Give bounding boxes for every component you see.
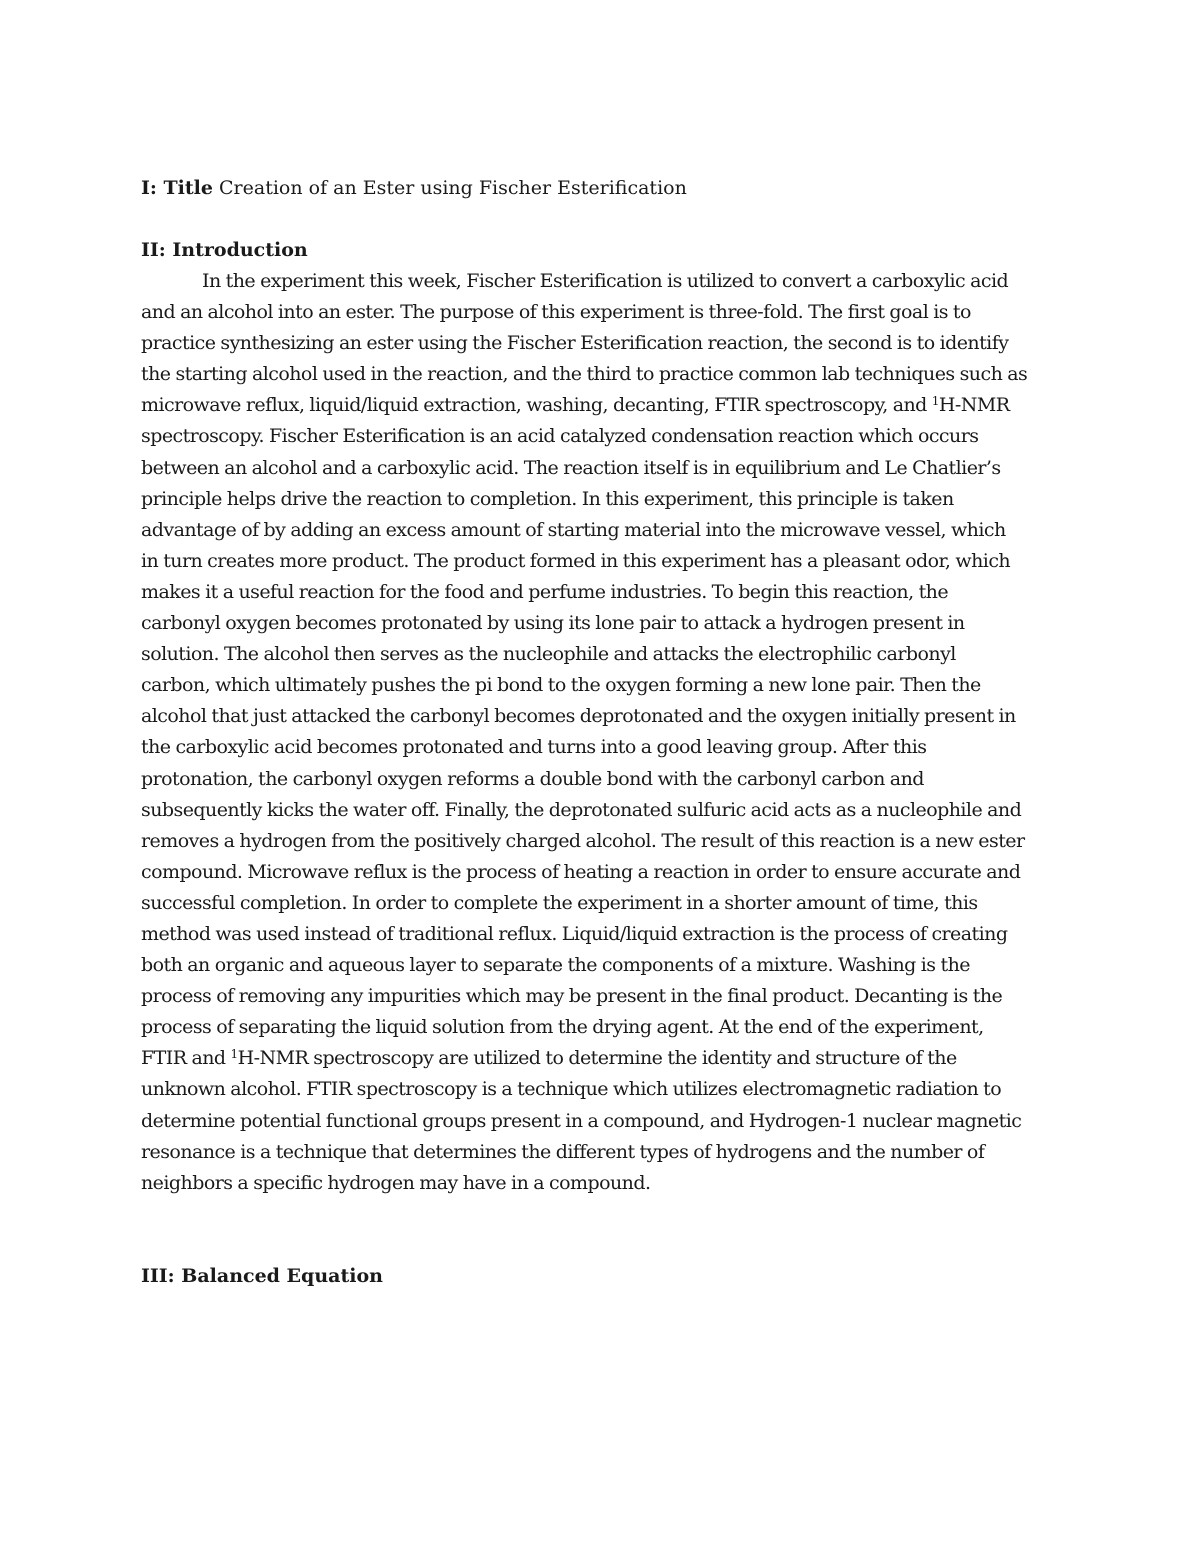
intro-line: practice synthesizing an ester using the Fischer Esterification reaction, the second is to identify (141, 332, 1009, 355)
intro-line: method was used instead of traditional reflux. Liquid/liquid extraction is the process of creating (141, 922, 1008, 945)
intro-line: the starting alcohol used in the reaction, and the third to practice common lab techniques such as (141, 363, 1028, 386)
title-line (141, 174, 687, 202)
intro-line: carbon, which ultimately pushes the pi bond to the oxygen forming a new lone pair. Then the (141, 674, 981, 697)
intro-line: carbonyl oxygen becomes protonated by using its lone pair to attack a hydrogen present in (141, 612, 965, 635)
introduction-body (141, 266, 1061, 1199)
title-label: I: Title (141, 177, 213, 199)
balanced-equation-heading: III: Balanced Equation (141, 1265, 383, 1287)
intro-line-text: microwave reflux, liquid/liquid extraction, washing, decanting, FTIR spectroscopy, and (141, 394, 932, 417)
intro-line: unknown alcohol. FTIR spectroscopy is a technique which utilizes electromagnetic radiation to (141, 1078, 1002, 1101)
intro-line: resonance is a technique that determines the different types of hydrogens and the number of (141, 1140, 985, 1163)
intro-line: alcohol that just attacked the carbonyl becomes deprotonated and the oxygen initially present in (141, 705, 1016, 728)
intro-line: makes it a useful reaction for the food and perfume industries. To begin this reaction, the (141, 580, 949, 603)
intro-line: process of removing any impurities which may be present in the final product. Decanting is the (141, 985, 1003, 1008)
intro-line: solution. The alcohol then serves as the nucleophile and attacks the electrophilic carbonyl (141, 643, 956, 666)
intro-line: spectroscopy. Fischer Esterification is an acid catalyzed condensation reaction which occurs (141, 425, 979, 448)
intro-line: subsequently kicks the water off. Finally, the deprotonated sulfuric acid acts as a nucleophile and (141, 798, 1022, 821)
intro-line: process of separating the liquid solution from the drying agent. At the end of the experiment, (141, 1016, 984, 1039)
intro-line: compound. Microwave reflux is the process of heating a reaction in order to ensure accurate and (141, 860, 1021, 883)
superscript: 1 (931, 394, 939, 409)
intro-line: both an organic and aqueous layer to separate the components of a mixture. Washing is the (141, 954, 970, 977)
intro-line (141, 1043, 1061, 1074)
title-text: Creation of an Ester using Fischer Esterification (219, 177, 687, 199)
intro-line-text: FTIR and (141, 1047, 231, 1070)
intro-line: successful completion. In order to complete the experiment in a shorter amount of time, this (141, 891, 978, 914)
intro-line: advantage of by adding an excess amount of starting material into the microwave vessel, which (141, 518, 1006, 541)
intro-line: neighbors a specific hydrogen may have in a compound. (141, 1171, 651, 1194)
intro-line: the carboxylic acid becomes protonated and turns into a good leaving group. After this (141, 736, 927, 759)
intro-line-text: H-NMR spectroscopy are utilized to determine the identity and structure of the (237, 1047, 957, 1070)
introduction-heading: II: Introduction (141, 239, 308, 261)
intro-line: between an alcohol and a carboxylic acid. The reaction itself is in equilibrium and Le Chatlier’s (141, 456, 1001, 479)
intro-line (141, 390, 1061, 421)
intro-line: and an alcohol into an ester. The purpose of this experiment is three-fold. The first goal is to (141, 301, 971, 324)
intro-line: In the experiment this week, Fischer Esterification is utilized to convert a carboxylic acid (202, 270, 1009, 292)
intro-line-text: H-NMR (938, 394, 1010, 417)
superscript: 1 (230, 1047, 238, 1062)
intro-line: in turn creates more product. The product formed in this experiment has a pleasant odor, which (141, 549, 1011, 572)
intro-line: protonation, the carbonyl oxygen reforms a double bond with the carbonyl carbon and (141, 767, 924, 790)
intro-line: principle helps drive the reaction to completion. In this experiment, this principle is taken (141, 487, 954, 510)
intro-line: determine potential functional groups present in a compound, and Hydrogen-1 nuclear magnetic (141, 1109, 1022, 1132)
intro-line: removes a hydrogen from the positively charged alcohol. The result of this reaction is a new ester (141, 829, 1025, 852)
